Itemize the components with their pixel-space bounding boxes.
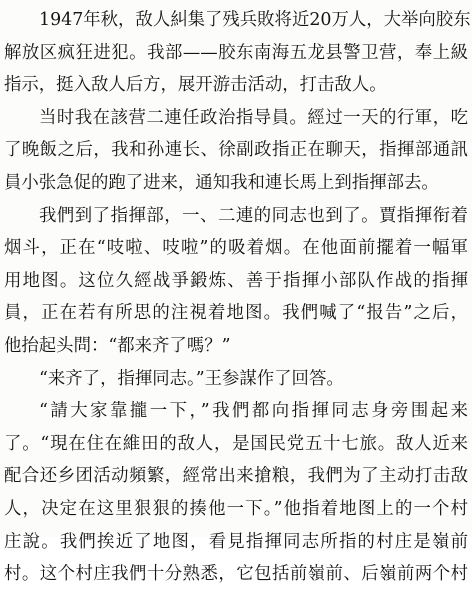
text-line: 了晚飯之后，我和孙連长、徐副政指正在聊天，指揮部通訊 bbox=[4, 140, 468, 161]
text-line: “請大家靠攏一下，”我們都向指揮同志身旁围起来 bbox=[39, 401, 468, 422]
document-text bbox=[4, 4, 471, 591]
text-line: “来齐了，指揮同志。”王参謀作了回答。 bbox=[39, 368, 344, 389]
text-line: 烟斗，正在“吱啦、吱啦”的吸着烟。在他面前擺着一幅軍 bbox=[4, 238, 468, 259]
text-line: 1947年秋，敌人糾集了残兵敗将近20万人，大举向胶东 bbox=[39, 10, 471, 30]
text-line: 村。这个村庄我們十分熟悉，它包括前嶺前、后嶺前两个村 bbox=[4, 564, 468, 585]
text-line: 人，决定在这里狠狠的揍他一下。”他指着地图上的一个村 bbox=[4, 498, 468, 519]
text-line: 指示，挺入敌人后方，展开游击活动，打击敌人。 bbox=[4, 75, 387, 96]
text-line: 配合还乡团活动頻繁，經常出来搶粮，我們为了主动打击敌 bbox=[4, 466, 468, 487]
text-line: 了。“現在住在維田的敌人，是国民党五十七旅。敌人近来 bbox=[4, 433, 468, 454]
text-line: 庄說。我們挨近了地图，看見指揮同志所指的村庄是嶺前 bbox=[4, 531, 468, 552]
text-line: 解放区疯狂进犯。我部——胶东南海五龙县警卫营，奉上級 bbox=[4, 42, 468, 63]
text-line: 当时我在該营二連任政治指导員。經过一天的行軍，吃 bbox=[39, 107, 468, 128]
text-line: 用地图。这位久經战爭鍛炼、善于指揮小部队作战的指揮 bbox=[4, 270, 468, 291]
text-line: 我們到了指揮部，一、二連的同志也到了。賈指揮衔着 bbox=[39, 205, 468, 226]
text-line: 他抬起头問：“都来齐了嗎？” bbox=[4, 335, 231, 356]
text-line: 員小张急促的跑了进来，通知我和連长馬上到指揮部去。 bbox=[4, 172, 439, 193]
text-line: 員，正在若有所思的注視着地图。我們喊了“报告”之后， bbox=[4, 303, 468, 324]
